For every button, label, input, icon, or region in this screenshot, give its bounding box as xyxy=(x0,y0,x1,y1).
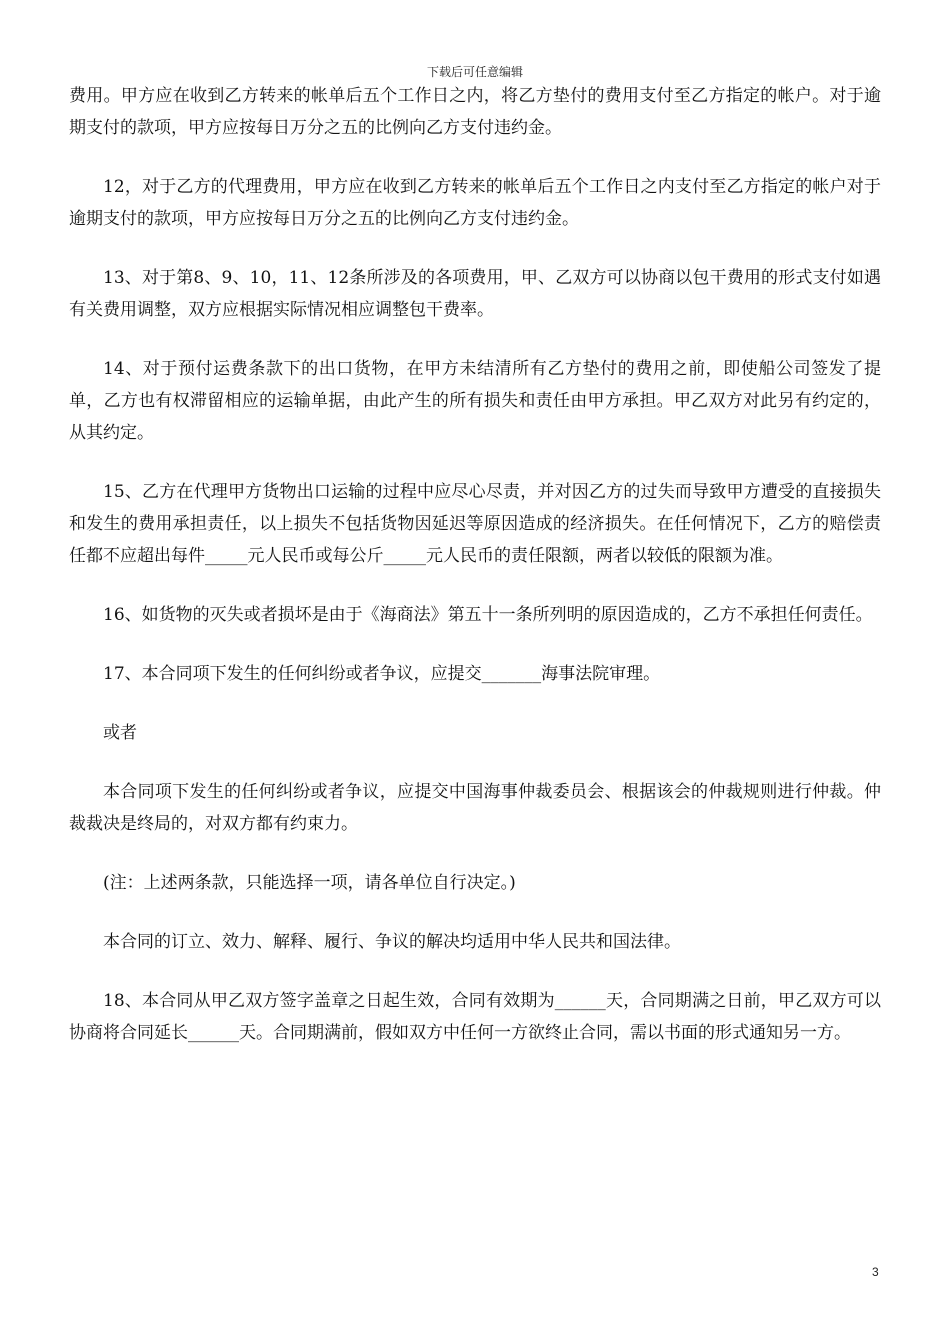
page-number: 3 xyxy=(872,1265,879,1279)
header-note: 下载后可任意编辑 xyxy=(426,65,523,79)
paragraph-clause-15: 15、乙方在代理甲方货物出口运输的过程中应尽心尽责，并对因乙方的过失而导致甲方遭受的直接损失和发生的费用承担责任，以上损失不包括货物因延迟等原因造成的经济损失。在任何情况下，乙方的赔偿责任都不应超出每件_____元人民币或每公斤_____元人民币的责任限额，两者以较低的限额为准。 xyxy=(69,482,881,566)
paragraph-clause-13: 13、对于第8、9、10，11、12条所涉及的各项费用，甲、乙双方可以协商以包干费用的形式支付如遇有关费用调整，双方应根据实际情况相应调整包干费率。 xyxy=(69,268,881,320)
paragraph-clause-12: 12，对于乙方的代理费用，甲方应在收到乙方转来的帐单后五个工作日之内支付至乙方指定的帐户对于逾期支付的款项，甲方应按每日万分之五的比例向乙方支付违约金。 xyxy=(69,177,881,229)
paragraph-governing-law: 本合同的订立、效力、解释、履行、争议的解决均适用中华人民共和国法律。 xyxy=(103,932,681,952)
paragraph-arbitration: 本合同项下发生的任何纠纷或者争议，应提交中国海事仲裁委员会、根据该会的仲裁规则进行仲裁。仲裁裁决是终局的，对双方都有约束力。 xyxy=(69,782,881,834)
paragraph-continued-fees: 费用。甲方应在收到乙方转来的帐单后五个工作日之内，将乙方垫付的费用支付至乙方指定的帐户。对于逾期支付的款项，甲方应按每日万分之五的比例向乙方支付违约金。 xyxy=(69,86,881,138)
paragraph-note: (注：上述两条款，只能选择一项，请各单位自行决定。) xyxy=(103,873,516,893)
document-body xyxy=(69,80,881,1076)
paragraph-or: 或者 xyxy=(103,723,137,743)
paragraph-clause-14: 14、对于预付运费条款下的出口货物，在甲方未结清所有乙方垫付的费用之前，即使船公司签发了提单，乙方也有权滞留相应的运输单据，由此产生的所有损失和责任由甲方承担。甲乙双方对此另有约定的，从其约定。 xyxy=(69,359,881,443)
paragraph-clause-17: 17、本合同项下发生的任何纠纷或者争议，应提交_______海事法院审理。 xyxy=(103,664,661,684)
paragraph-clause-16: 16、如货物的灭失或者损坏是由于《海商法》第五十一条所列明的原因造成的，乙方不承担任何责任。 xyxy=(103,605,873,625)
paragraph-clause-18: 18、本合同从甲乙双方签字盖章之日起生效，合同有效期为______天，合同期满之日前，甲乙双方可以协商将合同延长______天。合同期满前，假如双方中任何一方欲终止合同，需以书面的形式通知另一方。 xyxy=(69,991,881,1043)
